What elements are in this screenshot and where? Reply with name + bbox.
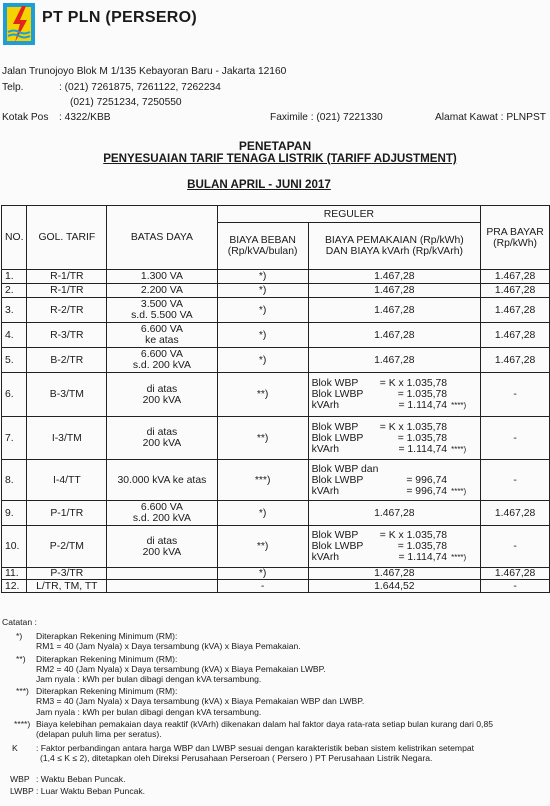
- row-beban: *): [217, 284, 308, 298]
- telp-line: [2, 82, 550, 94]
- row-batas: [107, 568, 218, 580]
- row-gol: R-1/TR: [27, 284, 107, 298]
- row-prabayar: -: [481, 580, 550, 593]
- note-2-line-b: RM2 = 40 (Jam Nyala) x Daya tersambung (kVA) x Biaya Pemakaian LWBP.: [36, 663, 326, 674]
- block-line: [312, 541, 478, 552]
- block-note-mark: [451, 541, 477, 552]
- row-gol: R-3/TR: [27, 323, 107, 348]
- lwbp-label: LWBP: [10, 785, 34, 796]
- row-no: 3.: [2, 298, 27, 323]
- row-prabayar: 1.467,28: [481, 298, 550, 323]
- row-pemakaian-blocks: [308, 373, 481, 417]
- block-label: kVArh: [311, 552, 340, 563]
- doc-title-1: PENETAPAN: [238, 139, 312, 153]
- row-beban: -: [217, 580, 308, 593]
- kotak-label: Kotak Pos: [2, 112, 49, 123]
- col-prabayar-header: [481, 206, 550, 270]
- row-gol: P-3/TR: [27, 568, 107, 580]
- row-gol: P-2/TM: [27, 526, 107, 568]
- row-no: 8.: [2, 460, 27, 501]
- block-line: [312, 475, 478, 486]
- row-gol: L/TR, TM, TT: [27, 580, 107, 593]
- row-pemakaian: 1.467,28: [308, 568, 481, 580]
- table-row: [2, 284, 550, 298]
- row-no: 12.: [2, 580, 27, 593]
- table-row: [2, 501, 550, 526]
- row-no: 4.: [2, 323, 27, 348]
- block-label: Blok LWBP: [311, 541, 364, 552]
- block-line: [312, 433, 478, 444]
- batas-line: 2.200 VA: [140, 285, 183, 296]
- row-pemakaian: 1.467,28: [308, 270, 481, 284]
- row-no: 5.: [2, 348, 27, 373]
- block-note-mark: [451, 464, 477, 475]
- row-pemakaian: 1.467,28: [308, 284, 481, 298]
- row-gol: R-2/TR: [27, 298, 107, 323]
- row-beban: *): [217, 298, 308, 323]
- row-no: 9.: [2, 501, 27, 526]
- table-row: [2, 373, 550, 417]
- company-name: PT PLN (PERSERO): [42, 9, 198, 26]
- note-k-line-b: (1,4 ≤ K ≤ 2), ditetapkan oleh Direksi Perusahaan Perseroan ( Persero ) PT Perusahaan Listrik Negara.: [40, 753, 433, 764]
- block-label: Blok WBP: [311, 530, 359, 541]
- block-label: kVArh: [311, 443, 340, 455]
- lwbp-value: : Luar Waktu Beban Puncak.: [36, 785, 146, 796]
- row-prabayar: -: [481, 373, 550, 417]
- note-1-line-a: Diterapkan Rekening Minimum (RM):: [36, 631, 178, 642]
- col-beban-header: [217, 223, 308, 270]
- row-prabayar: 1.467,28: [481, 284, 550, 298]
- row-pemakaian-blocks: [308, 460, 481, 501]
- row-beban: *): [217, 568, 308, 580]
- table-row: [2, 298, 550, 323]
- row-batas: [107, 348, 218, 373]
- notes-heading: Catatan :: [2, 617, 37, 627]
- block-line: [312, 464, 478, 475]
- row-pemakaian-blocks: [308, 526, 481, 568]
- row-beban: *): [217, 501, 308, 526]
- block-note-mark: ****): [451, 553, 467, 562]
- block-value: = K x 1.035,78: [379, 530, 448, 541]
- row-batas: [107, 323, 218, 348]
- note-3-mark: ***): [16, 686, 29, 697]
- row-prabayar: -: [481, 526, 550, 568]
- block-value: = 1.035,78: [397, 432, 448, 444]
- doc-title-3: BULAN APRIL - JUNI 2017: [187, 178, 331, 191]
- block-label: Blok WBP dan: [311, 463, 379, 475]
- row-gol: P-1/TR: [27, 501, 107, 526]
- block-note-mark: [451, 475, 477, 486]
- tariff-table: [1, 205, 550, 593]
- block-value: = 1.035,78: [397, 389, 448, 400]
- row-batas: [107, 270, 218, 284]
- faximile: Faximile : (021) 7221330: [270, 112, 383, 123]
- telp-label: Telp.: [2, 82, 24, 93]
- block-note-mark: [451, 433, 477, 444]
- block-line: [312, 422, 478, 433]
- block-line: [312, 389, 478, 400]
- block-line: [312, 552, 478, 563]
- note-4-line-a: Biaya kelebihan pemakaian daya reaktif (kVArh) dikenakan dalam hal faktor daya rata-rata setiap bulan kurang dari 0,85: [36, 718, 494, 729]
- block-value: = 1.114,74: [398, 443, 448, 455]
- block-line: [312, 444, 478, 455]
- block-note-mark: ****): [451, 486, 467, 496]
- row-gol: B-2/TR: [27, 348, 107, 373]
- batas-line: 1.300 VA: [140, 271, 183, 282]
- row-beban: *): [217, 348, 308, 373]
- row-beban: **): [217, 373, 308, 417]
- batas-line: s.d. 200 kVA: [132, 360, 191, 371]
- block-note-mark: ****): [451, 444, 467, 454]
- row-pemakaian-blocks: [308, 417, 481, 460]
- note-3-line-c: Jam nyala : kWh per bulan dibagi dengan kVA tersambung.: [36, 706, 262, 717]
- row-prabayar: 1.467,28: [481, 323, 550, 348]
- row-batas: [107, 526, 218, 568]
- note-2-line-c: Jam nyala : kWh per bulan dibagi dengan kVA tersambung.: [36, 674, 262, 685]
- row-batas: [107, 501, 218, 526]
- block-value: = 1.035,78: [397, 541, 448, 552]
- note-2-mark: **): [16, 653, 26, 664]
- col-pemakaian-header: [308, 223, 481, 270]
- row-batas: [107, 460, 218, 501]
- block-label: Blok LWBP: [311, 432, 364, 444]
- block-label: Blok WBP: [311, 421, 359, 433]
- telp-value-2: (021) 7251234, 7250550: [70, 97, 182, 108]
- block-label: Blok LWBP: [311, 474, 364, 486]
- row-prabayar: 1.467,28: [481, 348, 550, 373]
- row-pemakaian: 1.467,28: [308, 323, 481, 348]
- row-no: 2.: [2, 284, 27, 298]
- pemakaian-header-1: BIAYA PEMAKAIAN (Rp/kWh): [324, 235, 464, 246]
- block-line: [312, 530, 478, 541]
- batas-line: ke atas: [145, 335, 179, 346]
- block-line: [312, 486, 478, 497]
- row-pemakaian: 1.467,28: [308, 348, 481, 373]
- batas-line: di atas: [146, 535, 178, 547]
- block-label: kVArh: [311, 400, 340, 411]
- wbp-value: : Waktu Beban Puncak.: [36, 773, 126, 784]
- pemakaian-header-2: DAN BIAYA kVArh (Rp/kVArh): [325, 246, 463, 257]
- block-note-mark: [451, 530, 477, 541]
- row-no: 6.: [2, 373, 27, 417]
- row-prabayar: 1.467,28: [481, 568, 550, 580]
- table-row: [2, 323, 550, 348]
- table-row: [2, 348, 550, 373]
- address-line: Jalan Trunojoyo Blok M 1/135 Kebayoran Baru - Jakarta 12160: [2, 66, 287, 77]
- col-batas-header: BATAS DAYA: [107, 206, 218, 270]
- block-value: = 1.114,74: [398, 552, 448, 563]
- doc-title-2: PENYESUAIAN TARIF TENAGA LISTRIK (TARIFF ADJUSTMENT): [103, 152, 457, 165]
- row-batas: [107, 298, 218, 323]
- block-value: = 996,74: [406, 485, 448, 497]
- block-value: = K x 1.035,78: [379, 421, 448, 433]
- batas-line: s.d. 200 kVA: [132, 513, 191, 524]
- beban-header-1: BIAYA BEBAN: [229, 235, 296, 246]
- row-no: 7.: [2, 417, 27, 460]
- row-gol: R-1/TR: [27, 270, 107, 284]
- batas-line: 6.600 VA: [140, 349, 183, 360]
- block-value: = 996,74: [406, 474, 448, 486]
- row-prabayar: -: [481, 460, 550, 501]
- block-value: = K x 1.035,78: [379, 378, 448, 389]
- batas-line: di atas: [146, 383, 178, 395]
- row-pemakaian: 1.467,28: [308, 501, 481, 526]
- block-line: [312, 378, 478, 389]
- block-note-mark: [451, 378, 477, 389]
- note-1-line-b: RM1 = 40 (Jam Nyala) x Daya tersambung (kVA) x Biaya Pemakaian.: [36, 641, 301, 652]
- table-row: [2, 568, 550, 580]
- batas-line: 200 kVA: [142, 394, 182, 406]
- note-1-mark: *): [16, 631, 23, 642]
- row-prabayar: 1.467,28: [481, 270, 550, 284]
- note-4-mark: ****): [14, 718, 31, 729]
- batas-line: 3.500 VA: [140, 299, 183, 310]
- batas-line: 200 kVA: [142, 546, 182, 558]
- row-no: 10.: [2, 526, 27, 568]
- batas-line: di atas: [146, 427, 178, 438]
- block-label: Blok LWBP: [311, 389, 364, 400]
- block-note-mark: [451, 389, 477, 400]
- beban-header-2: (Rp/kVA/bulan): [227, 246, 298, 257]
- row-prabayar: 1.467,28: [481, 501, 550, 526]
- table-row: [2, 526, 550, 568]
- row-gol: I-3/TM: [27, 417, 107, 460]
- table-row: [2, 460, 550, 501]
- prabayar-header-1: PRA BAYAR: [486, 226, 544, 238]
- prabayar-header-2: (Rp/kWh): [493, 237, 537, 249]
- notes-section: [2, 617, 550, 796]
- row-beban: **): [217, 417, 308, 460]
- header-row-1: [2, 206, 550, 223]
- note-4-line-b: (delapan puluh lima per seratus).: [36, 729, 162, 740]
- note-k-line-a: : Faktor perbandingan antara harga WBP dan LWBP sesuai dengan karakteristik beban sistem kelistrikan setempat: [36, 743, 475, 754]
- row-pemakaian: 1.644,52: [308, 580, 481, 593]
- telp-value: : (021) 7261875, 7261122, 7262234: [59, 82, 221, 93]
- block-value: = 1.114,74: [398, 400, 448, 411]
- kotak-value: : 4322/KBB: [59, 112, 111, 123]
- row-beban: ***): [217, 460, 308, 501]
- note-3-line-a: Diterapkan Rekening Minimum (RM):: [36, 686, 178, 697]
- batas-line: 6.600 VA: [140, 324, 183, 335]
- row-batas: [107, 580, 218, 593]
- row-beban: *): [217, 270, 308, 284]
- block-note-mark: ****): [451, 401, 467, 410]
- alamat-kawat: Alamat Kawat : PLNPST: [435, 112, 546, 123]
- row-gol: B-3/TM: [27, 373, 107, 417]
- block-label: kVArh: [311, 485, 340, 497]
- note-3-line-b: RM3 = 40 (Jam Nyala) x Daya tersambung (kVA) x Biaya Pemakaian WBP dan LWBP.: [36, 696, 365, 707]
- note-k-mark: K: [12, 743, 18, 754]
- note-2-line-a: Diterapkan Rekening Minimum (RM):: [36, 653, 178, 664]
- batas-line: 6.600 VA: [140, 502, 183, 513]
- contact-line: [2, 112, 550, 124]
- row-beban: **): [217, 526, 308, 568]
- row-batas: [107, 373, 218, 417]
- row-beban: *): [217, 323, 308, 348]
- row-batas: [107, 417, 218, 460]
- reguler-header: REGULER: [217, 206, 480, 223]
- batas-line: s.d. 5.500 VA: [131, 310, 193, 321]
- row-no: 11.: [2, 568, 27, 580]
- row-gol: I-4/TT: [27, 460, 107, 501]
- block-note-mark: [451, 422, 477, 433]
- col-no-header: NO.: [2, 206, 27, 270]
- wbp-label: WBP: [10, 773, 30, 784]
- table-row: [2, 417, 550, 460]
- table-row: [2, 580, 550, 593]
- batas-line: 30.000 kVA ke atas: [117, 474, 207, 486]
- pln-logo: [2, 2, 36, 46]
- row-batas: [107, 284, 218, 298]
- row-prabayar: -: [481, 417, 550, 460]
- row-pemakaian: 1.467,28: [308, 298, 481, 323]
- batas-line: 200 kVA: [142, 438, 182, 449]
- block-label: Blok WBP: [311, 378, 359, 389]
- col-gol-header: GOL. TARIF: [27, 206, 107, 270]
- row-no: 1.: [2, 270, 27, 284]
- table-row: [2, 270, 550, 284]
- block-line: [312, 400, 478, 411]
